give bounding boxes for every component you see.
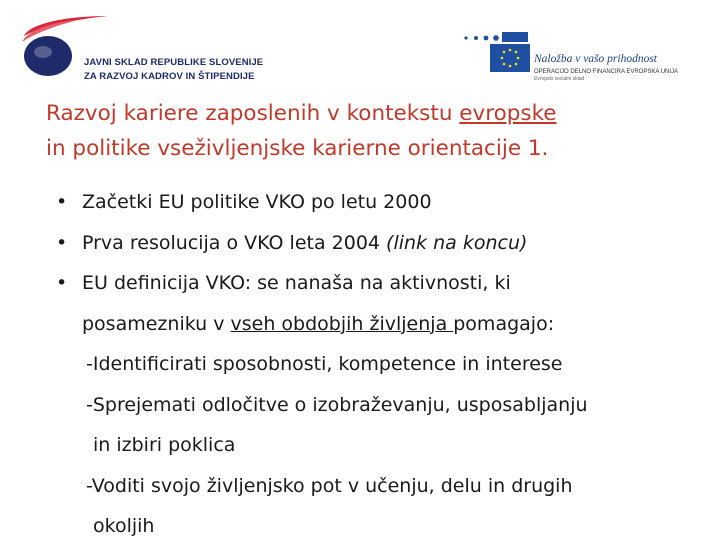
fund-name-line1: JAVNI SKLAD REPUBLIKE SLOVENIJE [84, 57, 264, 68]
title-line2: in politike vseživljenjske karierne orientacije 1. [46, 136, 549, 161]
continuation-start: posamezniku v [82, 312, 231, 335]
sub-item: -Sprejemati odločitve o izobraževanju, usposabljanju [86, 393, 588, 416]
bullet-text: Začetki EU politike VKO po letu 2000 [82, 191, 432, 213]
esf-fund-name: Evropski socialni sklad [534, 76, 585, 82]
bullet-continuation [56, 304, 716, 345]
fund-logo [18, 12, 268, 92]
bullet-icon: • [56, 191, 68, 213]
esf-slogan: Naložba v vašo prihodnost [534, 53, 657, 65]
link-note: (link na koncu) [386, 231, 528, 254]
title-line1-underlined: evropske [459, 101, 557, 126]
slide-body [56, 182, 716, 547]
bullet-item [56, 223, 716, 264]
esf-text [534, 52, 678, 83]
bullet-item [56, 182, 716, 223]
sub-item: -Identificirati sposobnosti, kompetence in interese [86, 353, 563, 375]
bullet-text: Prva resolucija o VKO leta 2004 [82, 231, 387, 254]
esf-subtitle: OPERACIJO DELNO FINANCIRA EVROPSKA UNIJA [534, 69, 679, 75]
sub-item-continuation: in izbiri poklica [93, 434, 236, 456]
sub-item-continuation: okoljih [93, 515, 155, 537]
continuation-end: pomagajo: [453, 312, 555, 335]
fund-name-line2: ZA RAZVOJ KADROV IN ŠTIPENDIJE [84, 71, 255, 82]
fund-name [84, 56, 263, 84]
bullet-icon: • [56, 231, 68, 254]
sub-item: -Voditi svojo življenjsko pot v učenju, delu in drugih [86, 474, 573, 497]
bullet-text: EU definicija VKO: se nanaša na aktivnosti, ki [82, 272, 511, 294]
continuation-underlined: vseh obdobjih življenja [230, 312, 454, 335]
esf-logo [462, 30, 702, 90]
slide-title [46, 96, 706, 166]
bullet-icon: • [56, 272, 68, 294]
bullet-item [56, 263, 716, 304]
title-line1-start: Razvoj kariere zaposlenih v kontekstu [46, 101, 460, 126]
